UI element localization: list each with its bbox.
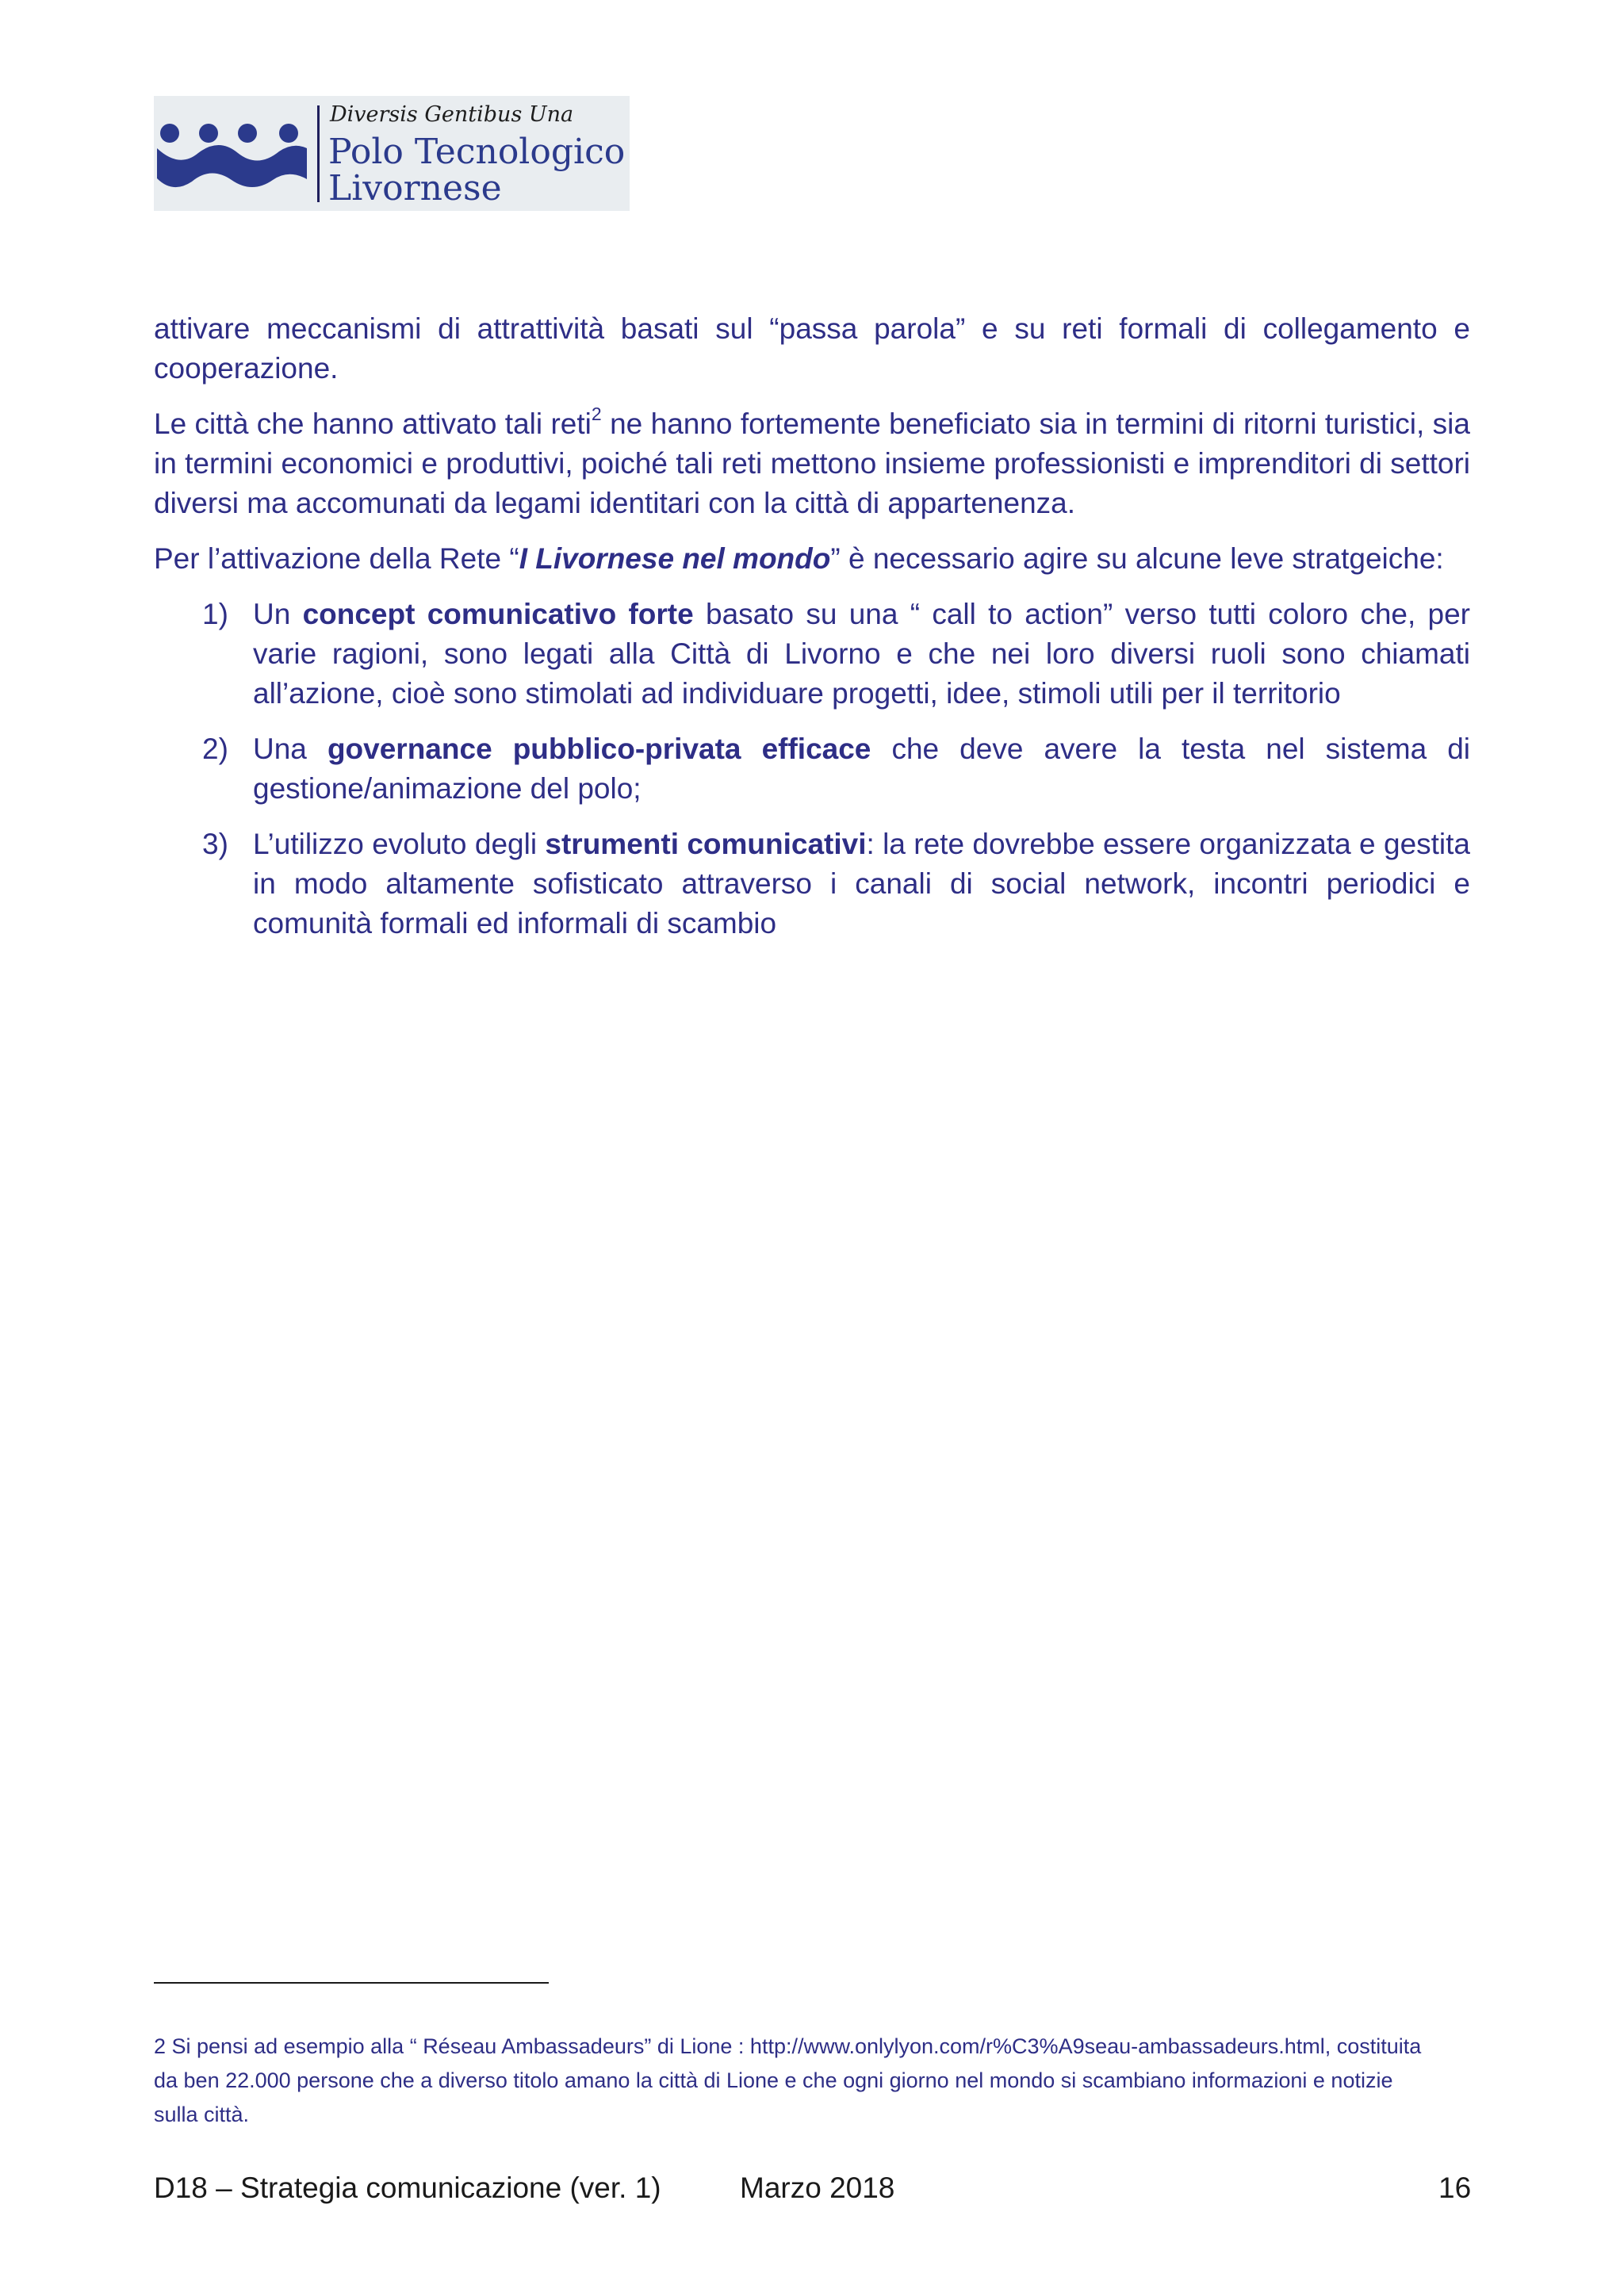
paragraph-2-start: Le città che hanno attivato tali reti xyxy=(154,408,592,440)
paragraph-1: attivare meccanismi di attrattività basati sul “passa parola” e su reti formali di collegamento e cooperazione. xyxy=(154,312,1470,385)
paragraph-3-end: ” è necessario agire su alcune leve stratgeiche: xyxy=(830,542,1444,575)
body-text xyxy=(154,309,1470,959)
page-number: 16 xyxy=(1438,2172,1472,2204)
list-item-text-end: basato su una “ call to action” verso tutti coloro che, per varie ragioni, sono legati alla Città di Livorno e che nei loro diversi ruoli sono chiamati all’azione, cioè sono stimolati ad individuare progetti, idee, stimoli utili per il territorio xyxy=(253,598,1471,710)
logo-mark-icon xyxy=(154,96,308,211)
footnote-reference: 2 xyxy=(591,403,602,424)
list-item-number: 2) xyxy=(202,733,228,765)
list-item-text-start: Un xyxy=(253,598,303,630)
logo-divider xyxy=(317,105,320,202)
list-item-text-end: : la rete dovrebbe essere organizzata e gestita in modo altamente sofisticato attraverso i canali di social network, incontri periodici e comunità formali ed informali di scambio xyxy=(253,828,1470,939)
footnote: 2 Si pensi ad esempio alla “ Réseau Ambassadeurs” di Lione : http://www.onlylyon.com/r%C3%A9seau-ambassadeurs.html, costituita da ben 22.000 persone che a diverso titolo amano la città di Lione e che ogni giorno nel mondo si scambiano informazioni e notizie sulla città. xyxy=(154,2034,1422,2126)
list-item-number: 3) xyxy=(202,828,228,860)
list-item-bold: governance pubblico-privata efficace xyxy=(327,733,871,765)
list-item xyxy=(154,825,1470,943)
strategic-levers-list xyxy=(154,595,1470,943)
list-item-text-start: Una xyxy=(253,733,327,765)
paragraph-2-rest: ne hanno fortemente beneficiato sia in termini di ritorni turistici, sia in termini economici e produttivi, poiché tali reti mettono insieme professionisti e imprenditori di settori diversi ma accomunati da legami identitari con la città di appartenenza. xyxy=(154,408,1470,519)
list-item-number: 1) xyxy=(202,598,228,630)
network-name: I Livornese nel mondo xyxy=(519,542,831,575)
paragraph-2 xyxy=(154,404,1470,523)
list-item xyxy=(154,595,1470,714)
footer-date: Marzo 2018 xyxy=(740,2172,895,2204)
footer-document-title: D18 – Strategia comunicazione (ver. 1) xyxy=(154,2172,661,2204)
footnote-separator xyxy=(154,1982,549,1984)
list-item-text-end: che deve avere la testa nel sistema di gestione/animazione del polo; xyxy=(253,733,1471,805)
logo xyxy=(154,96,630,211)
paragraph-3-start: Per l’attivazione della Rete “ xyxy=(154,542,519,575)
logo-name-line1: Polo Tecnologico xyxy=(328,132,626,172)
list-item-bold: strumenti comunicativi xyxy=(545,828,867,860)
logo-motto: Diversis Gentibus Una xyxy=(330,102,574,127)
list-item-bold: concept comunicativo forte xyxy=(302,598,694,630)
list-item-text-start: L’utilizzo evoluto degli xyxy=(253,828,546,860)
logo-name-line2: Livornese xyxy=(328,168,502,209)
list-item xyxy=(154,729,1470,809)
paragraph-3 xyxy=(154,539,1470,579)
